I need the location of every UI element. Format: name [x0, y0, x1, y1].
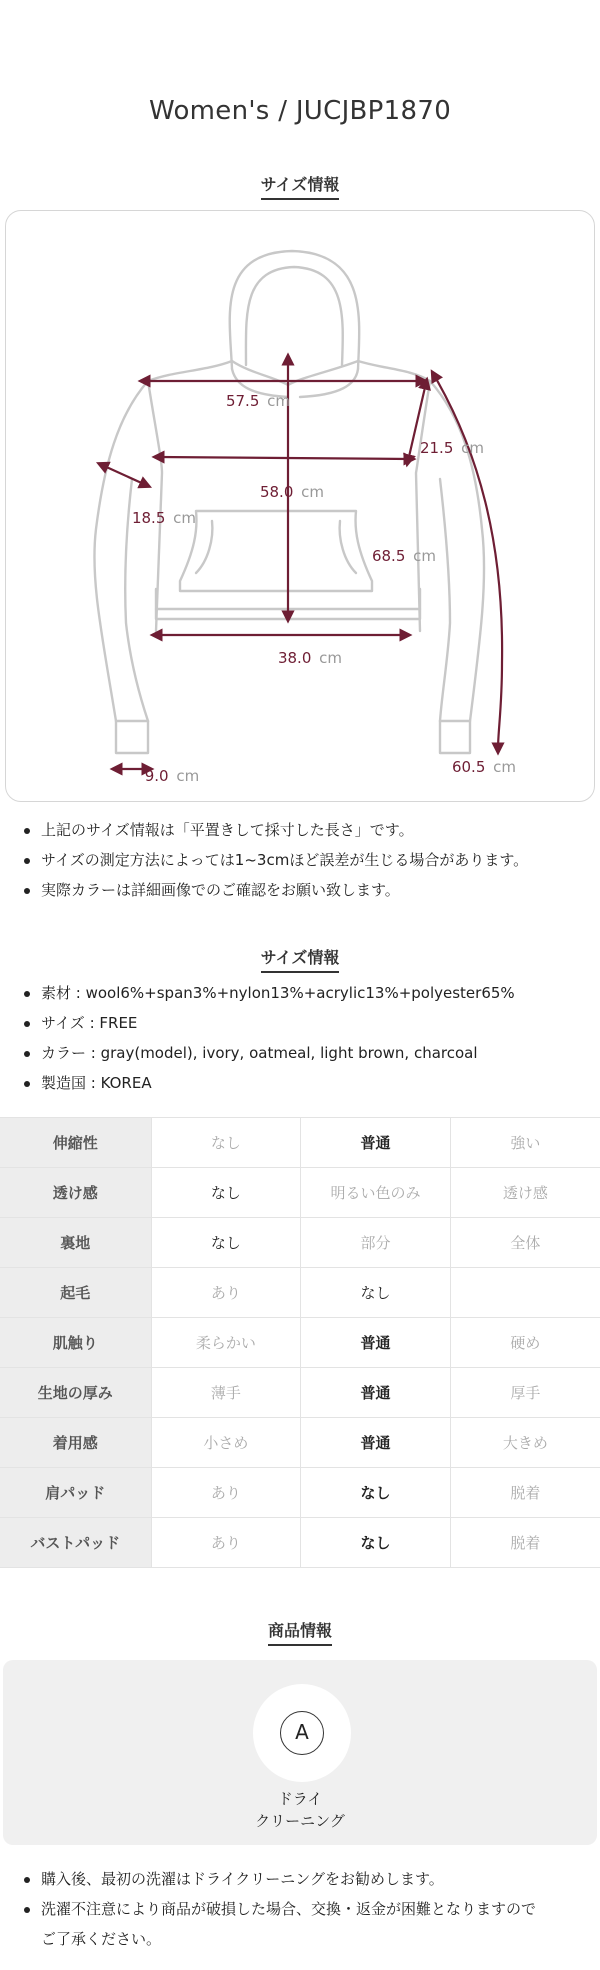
- hem-label: 38.0 cm: [277, 649, 343, 667]
- cuff-label: 9.0 cm: [144, 767, 200, 785]
- spec-option: 明るい色のみ: [301, 1168, 451, 1218]
- chest-label: 58.0 cm: [259, 483, 325, 501]
- spec-option: 透け感: [450, 1168, 600, 1218]
- spec-option-selected: 普通: [301, 1318, 451, 1368]
- detail-info-heading: サイズ情報: [0, 945, 600, 973]
- list-item: 上記のサイズ情報は「平置きして採寸した長さ」です。: [20, 815, 590, 845]
- sleeve-width-label: 18.5 cm: [131, 509, 197, 527]
- table-row: [0, 1118, 600, 1168]
- spec-label: 透け感: [0, 1168, 151, 1218]
- spec-option: 部分: [301, 1218, 451, 1268]
- spec-option-selected: なし: [151, 1218, 301, 1268]
- dry-clean-symbol: [253, 1684, 351, 1782]
- table-row: [0, 1218, 600, 1268]
- spec-option: あり: [151, 1468, 301, 1518]
- length-label: 68.5 cm: [371, 547, 437, 565]
- table-row: [0, 1518, 600, 1568]
- spec-option: あり: [151, 1518, 301, 1568]
- spec-label: 起毛: [0, 1268, 151, 1318]
- sleeve-width-measure-line: [102, 465, 146, 485]
- list-item: サイズの測定方法によっては1~3cmほど誤差が生じる場合があります。: [20, 845, 590, 875]
- list-item-continued: ご了承ください。: [41, 1930, 162, 1948]
- spec-label: バストパッド: [0, 1518, 151, 1568]
- spec-option: なし: [151, 1118, 301, 1168]
- spec-option-selected: なし: [301, 1468, 451, 1518]
- fabric-spec-table: [0, 1117, 600, 1568]
- spec-option: 小さめ: [151, 1418, 301, 1468]
- spec-option-selected: 普通: [301, 1368, 451, 1418]
- spec-option: 強い: [450, 1118, 600, 1168]
- spec-option-selected: なし: [301, 1268, 451, 1318]
- sleeve-length-label: 60.5 cm: [451, 758, 517, 776]
- dry-clean-icon: A: [280, 1711, 324, 1755]
- spec-option: 柔らかい: [151, 1318, 301, 1368]
- spec-option: 全体: [450, 1218, 600, 1268]
- spec-label: 裏地: [0, 1218, 151, 1268]
- list-item: 実際カラーは詳細画像でのご確認をお願い致します。: [20, 875, 590, 905]
- size-notes-list: [20, 815, 590, 905]
- spec-option: 脱着: [450, 1518, 600, 1568]
- spec-option: あり: [151, 1268, 301, 1318]
- spec-option: [450, 1268, 600, 1318]
- table-row: [0, 1368, 600, 1418]
- table-row: [0, 1268, 600, 1318]
- spec-option-selected: なし: [151, 1168, 301, 1218]
- armhole-label: 21.5 cm: [419, 439, 485, 457]
- hoodie-outline: [94, 251, 484, 753]
- color-item: カラー : gray(model), ivory, oatmeal, light brown, charcoal: [20, 1038, 590, 1068]
- spec-option: 薄手: [151, 1368, 301, 1418]
- product-title: Women's / JUCJBP1870: [148, 96, 452, 126]
- spec-option: 硬め: [450, 1318, 600, 1368]
- size-info-heading: サイズ情報: [0, 172, 600, 200]
- care-notes-list: [20, 1864, 590, 1954]
- table-row: [0, 1468, 600, 1518]
- spec-label: 肌触り: [0, 1318, 151, 1368]
- size-diagram: [5, 210, 595, 802]
- shoulder-label: 57.5 cm: [225, 392, 291, 410]
- spec-label: 着用感: [0, 1418, 151, 1468]
- spec-option: 脱着: [450, 1468, 600, 1518]
- size-item: サイズ : FREE: [20, 1008, 590, 1038]
- care-instructions-box: [3, 1660, 597, 1845]
- hoodie-diagram-svg: [6, 211, 596, 803]
- product-info-heading: 商品情報: [0, 1618, 600, 1646]
- table-row: [0, 1418, 600, 1468]
- detail-list: [20, 978, 590, 1098]
- spec-option-selected: なし: [301, 1518, 451, 1568]
- spec-label: 生地の厚み: [0, 1368, 151, 1418]
- table-row: [0, 1318, 600, 1368]
- spec-option: 大きめ: [450, 1418, 600, 1468]
- spec-option-selected: 普通: [301, 1118, 451, 1168]
- spec-option-selected: 普通: [301, 1418, 451, 1468]
- spec-label: 伸縮性: [0, 1118, 151, 1168]
- spec-option: 厚手: [450, 1368, 600, 1418]
- origin-item: 製造国 : KOREA: [20, 1068, 590, 1098]
- chest-measure-line: [158, 457, 410, 459]
- list-item: 購入後、最初の洗濯はドライクリーニングをお勧めします。: [20, 1864, 590, 1894]
- sleeve-length-measure-line: [434, 375, 502, 749]
- spec-label: 肩パッド: [0, 1468, 151, 1518]
- material-item: 素材 : wool6%+span3%+nylon13%+acrylic13%+polyester65%: [20, 978, 590, 1008]
- care-label-line2: クリーニング: [255, 1812, 345, 1830]
- list-item: 洗濯不注意により商品が破損した場合、交換・返金が困難となりますので: [20, 1894, 590, 1924]
- table-row: [0, 1168, 600, 1218]
- care-label-line1: ドライ: [277, 1790, 323, 1808]
